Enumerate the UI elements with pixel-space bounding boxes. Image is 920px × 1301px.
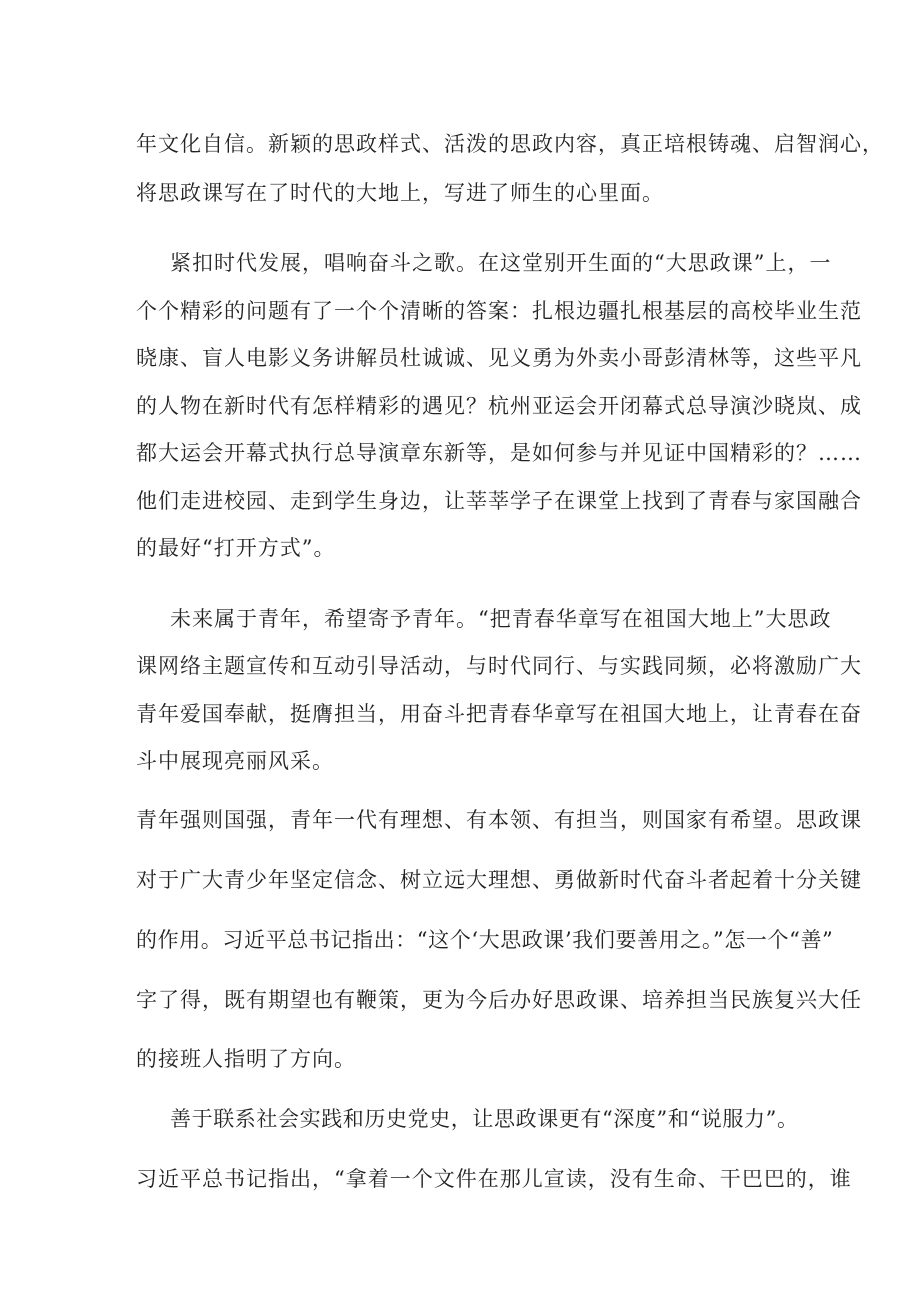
text-line: 课网络主题宣传和互动引导活动，与时代同行、与实践同频，必将激励广大 (136, 654, 862, 678)
text-line: 紧扣时代发展，唱响奋斗之歌。在这堂别开生面的“大思政课”上，一 (170, 251, 832, 275)
text-line: 的最好“打开方式”。 (136, 536, 336, 560)
text-line: 青年爱国奉献，挺膺担当，用奋斗把青春华章写在祖国大地上，让青春在奋 (136, 702, 862, 726)
text-line: 他们走进校园、走到学生身边，让莘莘学子在课堂上找到了青春与家国融合 (136, 489, 862, 513)
text-line: 对于广大青少年坚定信念、树立远大理想、勇做新时代奋斗者起着十分关键 (136, 868, 862, 892)
text-line: 习近平总书记指出，“拿着一个文件在那儿宣读，没有生命、干巴巴的，谁 (136, 1167, 852, 1191)
text-line: 字了得，既有期望也有鞭策，更为今后办好思政课、培养担当民族复兴大任 (136, 988, 862, 1012)
text-line: 都大运会开幕式执行总导演章东新等，是如何参与并见证中国精彩的？…… (136, 441, 862, 465)
text-line: 斗中展现亮丽风采。 (136, 749, 334, 773)
text-line: 个个精彩的问题有了一个个清晰的答案：扎根边疆扎根基层的高校毕业生范 (136, 299, 862, 323)
text-line: 将思政课写在了时代的大地上，写进了师生的心里面。 (136, 181, 664, 205)
text-line: 未来属于青年，希望寄予青年。“把青春华章写在祖国大地上”大思政 (170, 607, 832, 631)
text-line: 的人物在新时代有怎样精彩的遇见？杭州亚运会开闭幕式总导演沙晓岚、成 (136, 394, 862, 418)
text-line: 年文化自信。新颖的思政样式、活泼的思政内容，真正培根铸魂、启智润心， (136, 132, 884, 156)
text-line: 的作用。习近平总书记指出：“这个‘大思政课’我们要善用之。”怎一个“善” (136, 928, 834, 952)
text-line: 的接班人指明了方向。 (136, 1047, 356, 1071)
text-line: 晓康、盲人电影义务讲解员杜诚诚、见义勇为外卖小哥彭清林等，这些平凡 (136, 346, 862, 370)
text-line: 善于联系社会实践和历史党史，让思政课更有“深度”和“说服力”。 (170, 1107, 799, 1131)
text-line: 青年强则国强，青年一代有理想、有本领、有担当，则国家有希望。思政课 (136, 808, 862, 832)
